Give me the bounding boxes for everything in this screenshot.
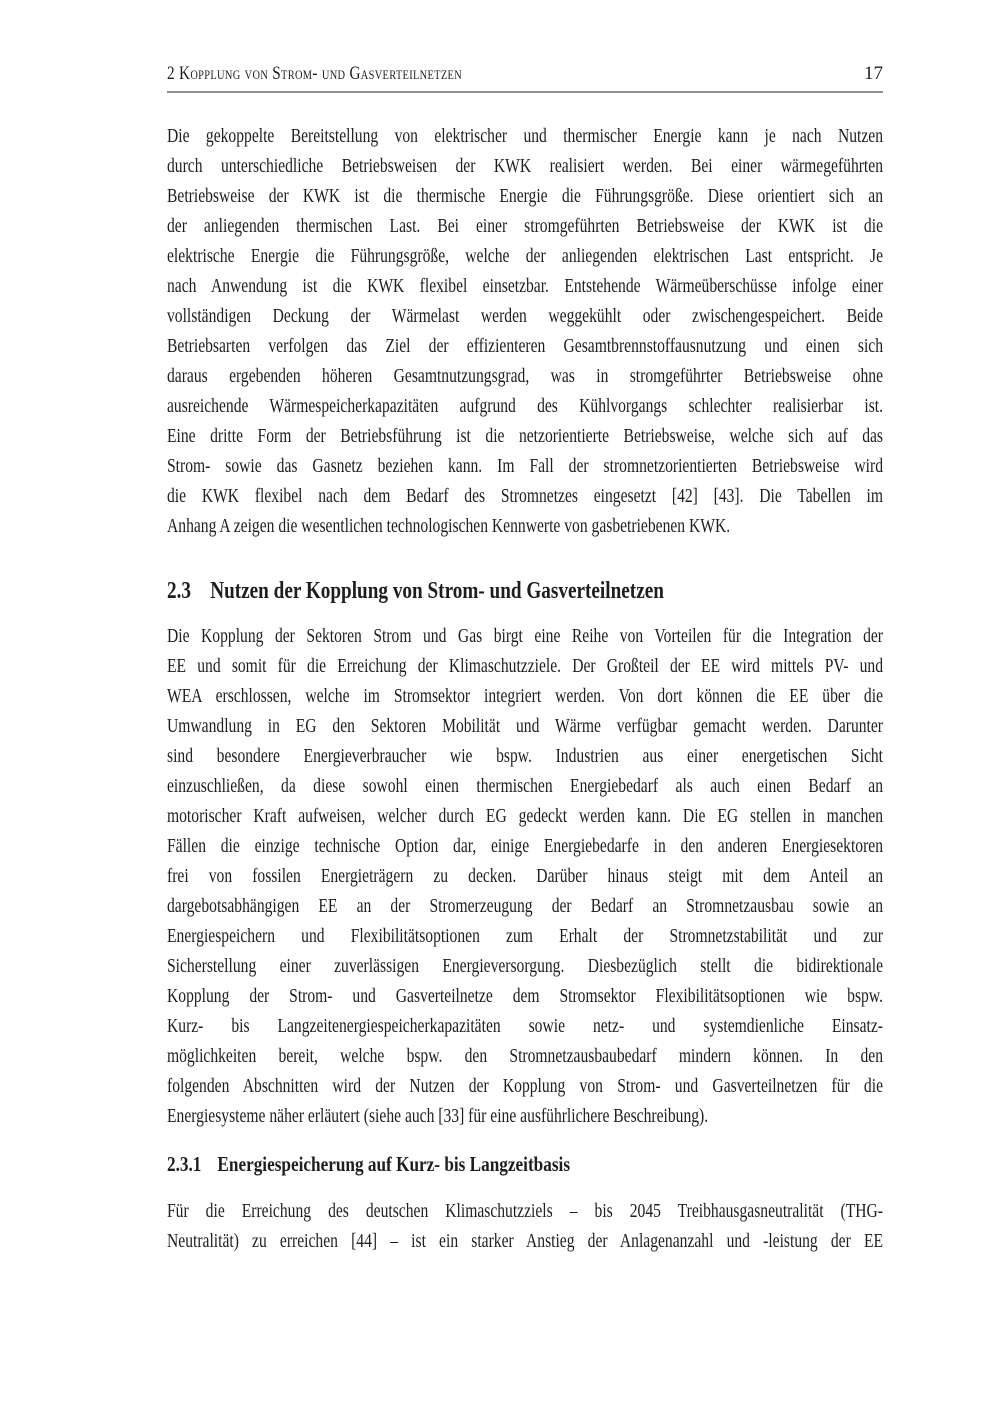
text-line: Umwandlung in EG den Sektoren Mobilität und Wärme verfügbar gemacht werden. Darunter [167, 716, 883, 737]
text-line: Betriebsweise der KWK ist die thermische Energie die Führungsgröße. Diese orientiert sich an [167, 186, 883, 207]
text-line: Sicherstellung einer zuverlässigen Energieversorgung. Diesbezüglich stellt die bidirektionale [167, 956, 883, 977]
section-heading-2-3 [167, 575, 740, 608]
paragraph-kwk-betriebsweisen [167, 122, 883, 542]
text-line: nach Anwendung ist die KWK flexibel einsetzbar. Entstehende Wärmeüberschüsse infolge einer [167, 276, 883, 297]
text-line: Die Kopplung der Sektoren Strom und Gas birgt eine Reihe von Vorteilen für die Integration der [167, 626, 883, 647]
subsection-number: 2.3.1 [167, 1152, 202, 1176]
text-line: motorischer Kraft aufweisen, welcher durch EG gedeckt werden kann. Die EG stellen in manchen [167, 806, 883, 827]
text-line: Energiesysteme näher erläutert (siehe auch [33] für eine ausführlichere Beschreibung). [167, 1106, 709, 1127]
text-line: möglichkeiten bereit, welche bspw. den Stromnetzausbaubedarf mindern können. In den [167, 1046, 883, 1067]
page-number: 17 [864, 63, 883, 84]
text-line: elektrische Energie die Führungsgröße, welche der anliegenden elektrischen Last entspricht. Je [167, 246, 883, 267]
text-line: Neutralität) zu erreichen [44] – ist ein starker Anstieg der Anlagenanzahl und -leistung der EE [167, 1231, 883, 1252]
section-title: Nutzen der Kopplung von Strom- und Gasverteilnetzen [210, 578, 664, 604]
text-line: Die gekoppelte Bereitstellung von elektrischer und thermischer Energie kann je nach Nutzen [167, 126, 883, 147]
text-line: vollständigen Deckung der Wärmelast werden weggekühlt oder zwischengespeichert. Beide [167, 306, 883, 327]
subsection-title: Energiespeicherung auf Kurz- bis Langzeitbasis [217, 1152, 571, 1176]
text-line: EE und somit für die Erreichung der Klimaschutzziele. Der Großteil der EE wird mittels PV- und [167, 656, 883, 677]
text-line: Kurz- bis Langzeitenergiespeicherkapazitäten sowie netz- und systemdienliche Einsatz- [167, 1016, 883, 1037]
text-column [167, 0, 883, 1257]
text-line: Energiespeichern und Flexibilitätsoptionen zum Erhalt der Stromnetzstabilität und zur [167, 926, 883, 947]
text-line: Strom- sowie das Gasnetz beziehen kann. Im Fall der stromnetzorientierten Betriebsweise wird [167, 456, 883, 477]
text-line: Betriebsarten verfolgen das Ziel der effizienteren Gesamtbrennstoffausnutzung und einen sich [167, 336, 883, 357]
section-number: 2.3 [167, 578, 191, 604]
subsection-heading-2-3-1 [167, 1150, 740, 1178]
text-line: dargebotsabhängigen EE an der Stromerzeugung der Bedarf an Stromnetzausbau sowie an [167, 896, 883, 917]
paragraph-nutzen-kopplung [167, 622, 883, 1132]
text-line: ausreichende Wärmespeicherkapazitäten aufgrund des Kühlvorgangs schlechter realisierbar ist. [167, 396, 883, 417]
text-line: Anhang A zeigen die wesentlichen technologischen Kennwerte von gasbetriebenen KWK. [167, 516, 731, 537]
text-line: Kopplung der Strom- und Gasverteilnetze dem Stromsektor Flexibilitätsoptionen wie bspw. [167, 986, 883, 1007]
text-line: frei von fossilen Energieträgern zu decken. Darüber hinaus steigt mit dem Anteil an [167, 866, 883, 887]
text-line: daraus ergebenden höheren Gesamtnutzungsgrad, was in stromgeführter Betriebsweise ohne [167, 366, 883, 387]
text-line: durch unterschiedliche Betriebsweisen der KWK realisiert werden. Bei einer wärmegeführten [167, 156, 883, 177]
text-line: WEA erschlossen, welche im Stromsektor integriert werden. Von dort können die EE über die [167, 686, 883, 707]
text-line: Eine dritte Form der Betriebsführung ist die netzorientierte Betriebsweise, welche sich auf das [167, 426, 883, 447]
paragraph-energiespeicherung [167, 1197, 883, 1257]
text-line: einzuschließen, da diese sowohl einen thermischen Energiebedarf als auch einen Bedarf an [167, 776, 883, 797]
text-line: Für die Erreichung des deutschen Klimaschutzziels – bis 2045 Treibhausgasneutralität (THG- [167, 1201, 883, 1222]
text-line: sind besondere Energieverbraucher wie bspw. Industrien aus einer energetischen Sicht [167, 746, 883, 767]
text-line: Fällen die einzige technische Option dar, einige Energiebedarfe in den anderen Energiesektoren [167, 836, 883, 857]
text-line: die KWK flexibel nach dem Bedarf des Stromnetzes eingesetzt [42] [43]. Die Tabellen im [167, 486, 883, 507]
running-header [167, 0, 883, 93]
text-line: folgenden Abschnitten wird der Nutzen der Kopplung von Strom- und Gasverteilnetzen für die [167, 1076, 883, 1097]
text-line: der anliegenden thermischen Last. Bei einer stromgeführten Betriebsweise der KWK ist die [167, 216, 883, 237]
running-header-chapter: 2 Kopplung von Strom- und Gasverteilnetzen [167, 63, 463, 84]
